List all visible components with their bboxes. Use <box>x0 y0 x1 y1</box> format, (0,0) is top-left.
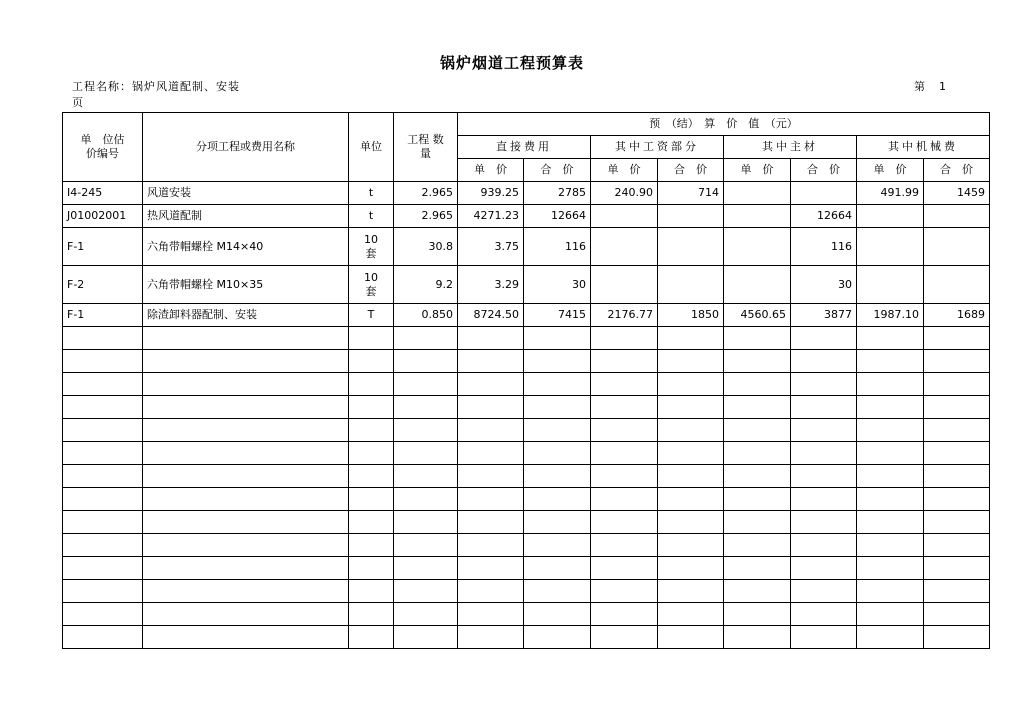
empty-cell <box>924 603 990 626</box>
empty-cell <box>349 373 394 396</box>
labor-unit-price-header: 单 价 <box>591 159 658 182</box>
item-name-cell: 热风道配制 <box>143 205 349 228</box>
material-total-header: 合 价 <box>791 159 857 182</box>
unit-line1: T <box>367 308 375 321</box>
empty-cell <box>63 396 143 419</box>
empty-cell <box>924 626 990 649</box>
empty-cell <box>791 327 857 350</box>
direct-total-header: 合 价 <box>524 159 591 182</box>
labor-total-header: 合 价 <box>658 159 724 182</box>
empty-cell <box>857 396 924 419</box>
empty-cell <box>591 373 658 396</box>
empty-cell <box>63 557 143 580</box>
empty-cell <box>394 626 458 649</box>
empty-cell <box>924 373 990 396</box>
quantity-cell: 0.850 <box>394 304 458 327</box>
machine-total-cell <box>924 205 990 228</box>
machine-unit-price-cell <box>857 266 924 304</box>
material-total-cell: 3877 <box>791 304 857 327</box>
material-total-cell: 116 <box>791 228 857 266</box>
empty-cell <box>857 373 924 396</box>
unit-cell <box>349 266 394 304</box>
empty-cell <box>143 465 349 488</box>
empty-cell <box>143 373 349 396</box>
empty-cell <box>724 557 791 580</box>
empty-cell <box>724 373 791 396</box>
direct-total-cell: 12664 <box>524 205 591 228</box>
empty-cell <box>394 488 458 511</box>
table-row <box>63 182 990 205</box>
empty-cell <box>924 396 990 419</box>
empty-cell <box>458 580 524 603</box>
empty-cell <box>724 488 791 511</box>
empty-cell <box>143 603 349 626</box>
empty-cell <box>591 534 658 557</box>
empty-cell <box>394 350 458 373</box>
empty-cell <box>63 603 143 626</box>
direct-unit-price-cell: 4271.23 <box>458 205 524 228</box>
labor-total-cell: 1850 <box>658 304 724 327</box>
empty-cell <box>349 350 394 373</box>
empty-cell <box>591 557 658 580</box>
budget-table <box>62 112 990 649</box>
empty-cell <box>143 534 349 557</box>
empty-row <box>63 396 990 419</box>
quantity-cell: 2.965 <box>394 182 458 205</box>
empty-cell <box>349 511 394 534</box>
empty-cell <box>658 488 724 511</box>
qty-header <box>394 113 458 182</box>
item-name-cell: 六角带帽螺栓 M14×40 <box>143 228 349 266</box>
unit-header: 单位 <box>349 113 394 182</box>
qty-header-line1: 工程 数 <box>407 133 444 146</box>
empty-cell <box>658 396 724 419</box>
document-title: 锅炉烟道工程预算表 <box>439 54 584 72</box>
unit-cell <box>349 205 394 228</box>
empty-row <box>63 373 990 396</box>
direct-total-cell: 30 <box>524 266 591 304</box>
empty-row <box>63 626 990 649</box>
empty-cell <box>724 603 791 626</box>
direct-unit-price-cell: 3.29 <box>458 266 524 304</box>
empty-cell <box>857 557 924 580</box>
empty-cell <box>591 396 658 419</box>
unit-line1: t <box>368 209 374 222</box>
empty-cell <box>394 603 458 626</box>
empty-row <box>63 327 990 350</box>
empty-cell <box>63 373 143 396</box>
empty-cell <box>857 580 924 603</box>
material-total-cell: 12664 <box>791 205 857 228</box>
machine-unit-price-cell: 1987.10 <box>857 304 924 327</box>
unit-cell <box>349 182 394 205</box>
empty-cell <box>791 488 857 511</box>
empty-cell <box>791 603 857 626</box>
code-cell: F-1 <box>63 304 143 327</box>
empty-row <box>63 534 990 557</box>
empty-cell <box>924 534 990 557</box>
empty-cell <box>143 396 349 419</box>
qty-header-line2: 量 <box>420 147 431 160</box>
machine-total-cell <box>924 266 990 304</box>
machine-unit-price-cell: 491.99 <box>857 182 924 205</box>
unit-line1: t <box>368 186 374 199</box>
direct-total-cell: 2785 <box>524 182 591 205</box>
machine-total-header: 合 价 <box>924 159 990 182</box>
empty-cell <box>658 350 724 373</box>
empty-cell <box>143 327 349 350</box>
empty-cell <box>724 534 791 557</box>
direct-total-cell: 7415 <box>524 304 591 327</box>
empty-cell <box>857 603 924 626</box>
empty-cell <box>857 442 924 465</box>
empty-cell <box>791 396 857 419</box>
empty-cell <box>658 580 724 603</box>
labor-total-cell <box>658 205 724 228</box>
empty-cell <box>143 511 349 534</box>
empty-cell <box>591 580 658 603</box>
empty-cell <box>524 442 591 465</box>
empty-cell <box>394 465 458 488</box>
empty-cell <box>791 534 857 557</box>
empty-row <box>63 488 990 511</box>
empty-cell <box>63 442 143 465</box>
empty-cell <box>458 396 524 419</box>
empty-cell <box>63 419 143 442</box>
empty-cell <box>724 465 791 488</box>
machine-cost-header: 其中机械费 <box>857 136 990 159</box>
empty-cell <box>143 626 349 649</box>
empty-cell <box>924 488 990 511</box>
machine-total-cell <box>924 228 990 266</box>
code-header-line2: 价编号 <box>86 147 119 160</box>
empty-cell <box>349 534 394 557</box>
empty-cell <box>857 626 924 649</box>
empty-cell <box>458 511 524 534</box>
empty-cell <box>924 465 990 488</box>
empty-cell <box>724 350 791 373</box>
empty-cell <box>591 603 658 626</box>
empty-cell <box>458 465 524 488</box>
empty-cell <box>924 350 990 373</box>
empty-cell <box>349 603 394 626</box>
empty-row <box>63 603 990 626</box>
item-name-cell: 风道安装 <box>143 182 349 205</box>
empty-cell <box>394 534 458 557</box>
empty-cell <box>724 626 791 649</box>
empty-cell <box>524 580 591 603</box>
empty-cell <box>924 557 990 580</box>
empty-cell <box>524 511 591 534</box>
empty-cell <box>791 580 857 603</box>
project-name-line <box>72 78 240 94</box>
empty-cell <box>591 327 658 350</box>
machine-unit-price-header: 单 价 <box>857 159 924 182</box>
code-cell: I4-245 <box>63 182 143 205</box>
empty-cell <box>458 534 524 557</box>
empty-cell <box>658 419 724 442</box>
empty-cell <box>924 419 990 442</box>
empty-row <box>63 465 990 488</box>
empty-cell <box>349 396 394 419</box>
direct-cost-header: 直接费用 <box>458 136 591 159</box>
empty-cell <box>857 465 924 488</box>
empty-cell <box>458 350 524 373</box>
empty-cell <box>658 373 724 396</box>
empty-cell <box>791 419 857 442</box>
empty-cell <box>857 419 924 442</box>
material-cost-header: 其中主材 <box>724 136 857 159</box>
quantity-cell: 2.965 <box>394 205 458 228</box>
code-header <box>63 113 143 182</box>
labor-unit-price-cell: 2176.77 <box>591 304 658 327</box>
page-suffix: 页 <box>72 96 83 109</box>
empty-row <box>63 442 990 465</box>
empty-cell <box>63 488 143 511</box>
material-total-cell: 30 <box>791 266 857 304</box>
material-unit-price-cell <box>724 205 791 228</box>
empty-cell <box>658 511 724 534</box>
code-cell: J01002001 <box>63 205 143 228</box>
direct-unit-price-cell: 8724.50 <box>458 304 524 327</box>
empty-cell <box>591 350 658 373</box>
empty-cell <box>524 419 591 442</box>
empty-cell <box>724 511 791 534</box>
item-name-cell: 除渣卸料器配制、安装 <box>143 304 349 327</box>
empty-cell <box>791 557 857 580</box>
empty-cell <box>349 488 394 511</box>
machine-unit-price-cell <box>857 228 924 266</box>
empty-cell <box>524 396 591 419</box>
empty-cell <box>658 557 724 580</box>
empty-cell <box>349 465 394 488</box>
labor-unit-price-cell <box>591 266 658 304</box>
empty-cell <box>591 419 658 442</box>
quantity-cell: 9.2 <box>394 266 458 304</box>
empty-cell <box>791 511 857 534</box>
empty-cell <box>143 488 349 511</box>
page-prefix: 第 <box>914 80 925 93</box>
machine-unit-price-cell <box>857 205 924 228</box>
empty-cell <box>524 603 591 626</box>
labor-cost-header: 其中工资部分 <box>591 136 724 159</box>
table-row <box>63 228 990 266</box>
empty-cell <box>724 442 791 465</box>
code-cell: F-2 <box>63 266 143 304</box>
empty-cell <box>724 419 791 442</box>
empty-cell <box>791 373 857 396</box>
empty-row <box>63 511 990 534</box>
empty-cell <box>924 327 990 350</box>
empty-cell <box>524 350 591 373</box>
material-unit-price-cell <box>724 182 791 205</box>
empty-cell <box>724 327 791 350</box>
empty-row <box>63 557 990 580</box>
material-unit-price-header: 单 价 <box>724 159 791 182</box>
empty-cell <box>349 557 394 580</box>
empty-cell <box>143 350 349 373</box>
table-row <box>63 205 990 228</box>
direct-unit-price-cell: 939.25 <box>458 182 524 205</box>
empty-cell <box>458 442 524 465</box>
empty-cell <box>658 603 724 626</box>
empty-cell <box>857 350 924 373</box>
empty-cell <box>524 488 591 511</box>
labor-unit-price-cell <box>591 228 658 266</box>
machine-total-cell: 1689 <box>924 304 990 327</box>
empty-cell <box>63 534 143 557</box>
empty-cell <box>394 419 458 442</box>
empty-cell <box>143 580 349 603</box>
empty-cell <box>458 626 524 649</box>
material-unit-price-cell: 4560.65 <box>724 304 791 327</box>
project-name: 锅炉风道配制、安装 <box>132 80 240 93</box>
unit-line1: 10 <box>364 232 378 246</box>
empty-cell <box>394 580 458 603</box>
empty-cell <box>857 511 924 534</box>
empty-cell <box>791 442 857 465</box>
empty-cell <box>658 327 724 350</box>
code-cell: F-1 <box>63 228 143 266</box>
empty-cell <box>458 327 524 350</box>
empty-cell <box>349 580 394 603</box>
empty-row <box>63 350 990 373</box>
project-label: 工程名称： <box>72 80 132 93</box>
unit-line1: 10 <box>364 270 378 284</box>
empty-cell <box>63 465 143 488</box>
empty-cell <box>791 626 857 649</box>
empty-cell <box>143 442 349 465</box>
empty-cell <box>791 465 857 488</box>
labor-total-cell <box>658 228 724 266</box>
empty-cell <box>349 419 394 442</box>
empty-cell <box>394 442 458 465</box>
empty-cell <box>591 465 658 488</box>
page-number: 1 <box>939 80 946 93</box>
direct-unit-price-cell: 3.75 <box>458 228 524 266</box>
table-row <box>63 266 990 304</box>
empty-cell <box>524 557 591 580</box>
empty-row <box>63 419 990 442</box>
labor-total-cell <box>658 266 724 304</box>
empty-cell <box>591 442 658 465</box>
empty-cell <box>791 350 857 373</box>
empty-cell <box>658 534 724 557</box>
empty-cell <box>458 488 524 511</box>
direct-total-cell: 116 <box>524 228 591 266</box>
empty-cell <box>924 580 990 603</box>
empty-cell <box>724 580 791 603</box>
material-total-cell <box>791 182 857 205</box>
empty-cell <box>349 327 394 350</box>
quantity-cell: 30.8 <box>394 228 458 266</box>
material-unit-price-cell <box>724 228 791 266</box>
empty-cell <box>349 442 394 465</box>
empty-cell <box>524 327 591 350</box>
empty-cell <box>63 511 143 534</box>
empty-cell <box>458 373 524 396</box>
empty-cell <box>458 603 524 626</box>
page-number-label <box>914 78 946 94</box>
empty-cell <box>394 373 458 396</box>
labor-unit-price-cell <box>591 205 658 228</box>
empty-cell <box>924 511 990 534</box>
empty-cell <box>394 557 458 580</box>
empty-cell <box>349 626 394 649</box>
unit-cell <box>349 304 394 327</box>
empty-cell <box>591 626 658 649</box>
empty-cell <box>591 511 658 534</box>
empty-cell <box>591 488 658 511</box>
empty-cell <box>394 327 458 350</box>
empty-cell <box>63 327 143 350</box>
table-row <box>63 304 990 327</box>
budget-value-header: 预 （结） 算 价 值 （元） <box>458 113 990 136</box>
material-unit-price-cell <box>724 266 791 304</box>
empty-cell <box>458 419 524 442</box>
unit-line2: 套 <box>365 284 377 298</box>
empty-cell <box>524 465 591 488</box>
empty-cell <box>524 534 591 557</box>
empty-cell <box>524 626 591 649</box>
empty-cell <box>658 465 724 488</box>
empty-cell <box>394 511 458 534</box>
unit-cell <box>349 228 394 266</box>
empty-cell <box>857 488 924 511</box>
empty-cell <box>658 442 724 465</box>
labor-unit-price-cell: 240.90 <box>591 182 658 205</box>
empty-cell <box>143 557 349 580</box>
empty-cell <box>394 396 458 419</box>
item-name-cell: 六角带帽螺栓 M10×35 <box>143 266 349 304</box>
empty-cell <box>857 327 924 350</box>
empty-row <box>63 580 990 603</box>
code-header-line1: 单 位估 <box>80 133 125 146</box>
labor-total-cell: 714 <box>658 182 724 205</box>
name-header: 分项工程或费用名称 <box>143 113 349 182</box>
machine-total-cell: 1459 <box>924 182 990 205</box>
empty-cell <box>724 396 791 419</box>
direct-unit-price-header: 单 价 <box>458 159 524 182</box>
empty-cell <box>524 373 591 396</box>
empty-cell <box>857 534 924 557</box>
empty-cell <box>143 419 349 442</box>
empty-cell <box>924 442 990 465</box>
empty-cell <box>63 626 143 649</box>
header-row-1 <box>63 113 990 136</box>
empty-cell <box>63 580 143 603</box>
empty-cell <box>458 557 524 580</box>
empty-cell <box>658 626 724 649</box>
empty-cell <box>63 350 143 373</box>
unit-line2: 套 <box>365 246 377 260</box>
